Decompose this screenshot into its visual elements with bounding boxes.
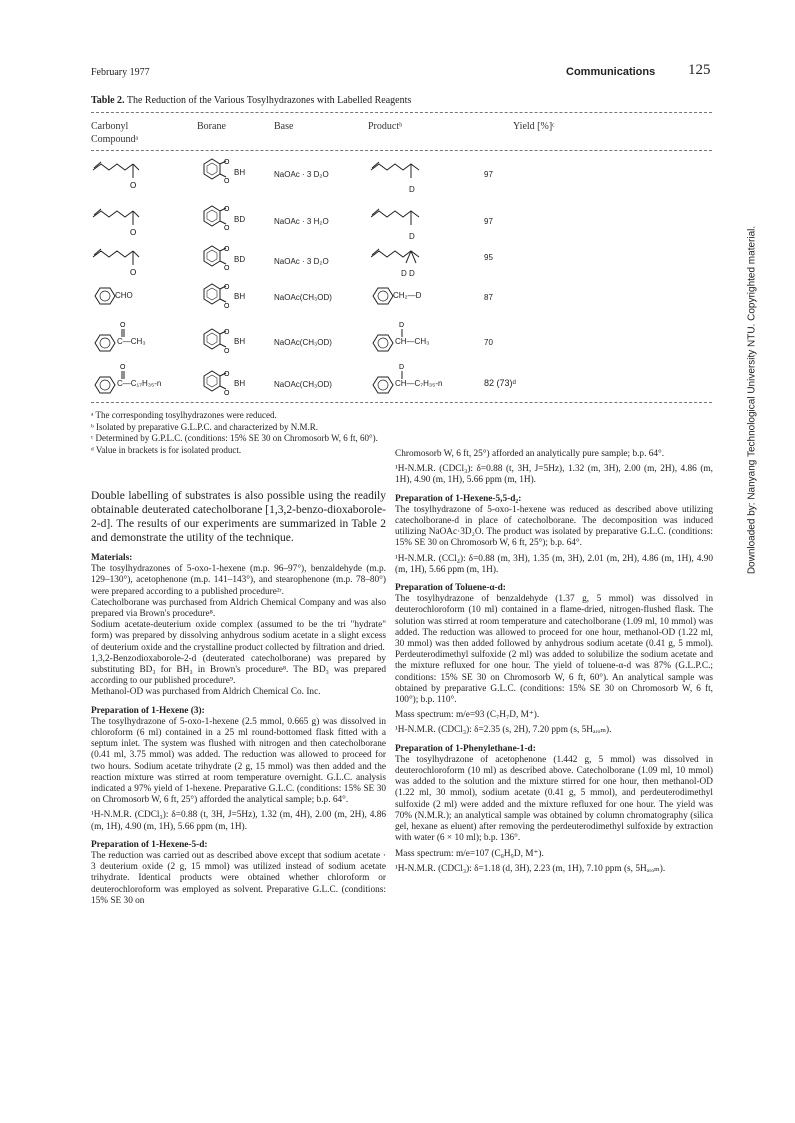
footnote-c: ᶜ Determined by G.P.L.C. (conditions: 15% SE 30 on Chromosorb W, 6 ft, 60°). <box>91 433 378 443</box>
yield-cell: 70 <box>484 338 493 347</box>
catecholborane-structure <box>198 158 238 188</box>
carbonyl-label: CHO <box>115 291 133 300</box>
right-column <box>395 449 713 875</box>
svg-text:D: D <box>399 322 405 329</box>
product-label: D <box>409 232 415 241</box>
borane-label: BH <box>234 337 246 346</box>
paragraph: The tosylhydrazone of acetophenone (1.442 g, 5 mmol) was dissolved in deuterochloroform (10 ml) as described above. Catecholborane (1.09 ml, 10 mmol) was added to the solution and the mixture stirred for one hour, then methanol-OD (1.22 ml, 30 mmol), sodium acetate (0.41 g, 5 mmol), and perdeuterodimethyl sulfoxide (2 ml) were added and the mixture refluxed for one hour. The yield was 70% (N.M.R.); an analytical sample was obtained by column chromatography (silica gel, hexane as eluent) after removing the perdeuterodimethyl sulfoxide by extraction with water (6 × 10 ml); b.p. 136°. <box>395 754 713 844</box>
table-top-rule <box>91 112 712 113</box>
download-notice: Downloaded by: Nanyang Technological University NTU. Copyrighted material. <box>746 225 758 575</box>
section-heading: Preparation of 1-Hexene (3): <box>91 705 205 716</box>
catecholborane-structure <box>198 283 238 313</box>
product-label: D <box>409 185 415 194</box>
benzene-ring-icon <box>369 332 397 356</box>
paragraph: Chromosorb W, 6 ft, 25°) afforded an analytically pure sample; b.p. 64°. <box>395 449 665 459</box>
running-header-date: February 1977 <box>91 67 150 78</box>
paragraph: Methanol-OD was purchased from Aldrich Chemical Co. Inc. <box>91 687 321 698</box>
yield-cell: 97 <box>484 217 493 226</box>
col-header-product: Productᵇ <box>368 121 403 132</box>
base-cell: NaOAc(CH₃OD) <box>274 380 332 389</box>
product-structure <box>369 245 429 281</box>
borane-label: BH <box>234 379 246 388</box>
borane-label: BD <box>234 215 246 224</box>
catecholborane-structure <box>198 245 238 275</box>
catecholborane-structure <box>198 205 238 235</box>
svg-text:O: O <box>120 322 126 329</box>
section-heading: Preparation of 1-Phenylethane-1-d: <box>395 743 536 754</box>
svg-text:O: O <box>224 159 230 166</box>
svg-text:O: O <box>224 329 230 336</box>
svg-text:O: O <box>224 284 230 291</box>
base-cell: NaOAc · 3 D₂O <box>274 170 329 179</box>
intro-paragraph: Double labelling of substrates is also possible using the readily obtainable deuterated catecholborane [1,3,2-benzo-dioxaborole-2-d]. The results of our experiments are summarized in Table 2 and demonstrate the utility of the technique. <box>91 490 386 544</box>
svg-text:O: O <box>224 225 230 232</box>
table-caption: The Reduction of the Various Tosylhydrazones with Labelled Reagents <box>126 95 412 106</box>
svg-text:O: O <box>224 390 230 397</box>
borane-label: BH <box>234 168 246 177</box>
base-cell: NaOAc(CH₃OD) <box>274 293 332 302</box>
carbonyl-label: C—CH₃ <box>117 337 146 346</box>
data-line: ¹H-N.M.R. (CCl₄): δ=0.88 (m, 3H), 1.35 (m, 3H), 2.01 (m, 2H), 4.86 (m, 1H), 4.90 (m, 1H), 5.66 ppm (m, 1H). <box>395 553 713 575</box>
carbonyl-label: C—C₁₇H₃₅-n <box>117 379 162 388</box>
yield-cell: 97 <box>484 170 493 179</box>
footnote-a: ᵃ The corresponding tosylhydrazones were reduced. <box>91 410 277 420</box>
product-label: CH—C₇H₃₅-n <box>395 379 443 388</box>
paragraph: The tosylhydrazones of 5-oxo-1-hexene (m.p. 96–97°), benzaldehyde (m.p. 129–130°), acetophenone (m.p. 141–143°), and stearophenone (m.p. 78–80°) were prepared according to a published procedure²ʳ. <box>91 564 386 597</box>
svg-text:O: O <box>224 265 230 272</box>
svg-text:D: D <box>399 364 405 371</box>
svg-text:O: O <box>224 303 230 310</box>
running-header-section: Communications <box>566 66 656 78</box>
col-header-borane: Borane <box>197 121 226 132</box>
left-column <box>91 489 386 907</box>
table-header-rule <box>91 150 712 151</box>
yield-cell: 87 <box>484 293 493 302</box>
svg-text:O: O <box>130 181 137 190</box>
data-line: ¹H-N.M.R. (CDCl₃): δ=0.88 (t, 3H, J=5Hz), 1.32 (m, 3H), 2.00 (m, 2H), 4.86 (m, 1H), 4.90 (m, 1H), 5.66 ppm (m, 1H). <box>395 464 713 486</box>
benzene-ring-icon <box>369 374 397 398</box>
svg-text:O: O <box>120 364 126 371</box>
paragraph: Catecholborane was purchased from Aldrich Chemical Company and was also prepared via Brown's procedure⁸. <box>91 597 386 620</box>
data-line: ¹H-N.M.R. (CDCl₃): δ=0.88 (t, 3H, J=5Hz), 1.32 (m, 4H), 2.00 (m, 2H), 4.86 (m, 1H), 4.90 (m, 1H), 5.66 ppm (m, 1H). <box>91 810 386 832</box>
footnote-d: ᵈ Value in brackets is for isolated product. <box>91 444 242 455</box>
table-label: Table 2. <box>91 95 125 106</box>
paragraph: Sodium acetate-deuterium oxide complex (assumed to be the tri "hydrate" form) was prepared by dissolving anhydrous sodium acetate in a slight excess of deuterium oxide and the crystalline product collected by filtration and dried. <box>91 620 386 653</box>
svg-text:O: O <box>224 206 230 213</box>
data-line: ¹H-N.M.R. (CDCl₃): δ=2.35 (s, 2H), 7.20 ppm (s, 5Hₐᵣₒₘ). <box>395 725 612 736</box>
product-structure <box>369 158 429 194</box>
page-number: 125 <box>688 62 711 78</box>
paragraph: The reduction was carried out as described above except that sodium acetate · 3 deuterium oxide (2 g, 15 mmol) was utilized instead of sodium acetate trihydrate. Identical products were obtained whether chloroform or deuterochloroform was employed as solvent. Preparative G.L.C. (conditions: 15% SE 30 on <box>91 851 386 906</box>
col-header-carbonyl <box>91 120 138 146</box>
paragraph: The tosylhydrazone of 5-oxo-1-hexene (2.5 mmol, 0.665 g) was dissolved in chloroform (6 ml) contained in a 25 ml round-bottomed flask fitted with a septum inlet. The system was flushed with nitrogen and then catecholborane (0.41 ml, 3.75 mmol) was added. The reduction was allowed to proceed for two hours. Sodium acetate trihydrate (2 g, 15 mmol) was then added and the reaction mixture was stirred at room temperature overnight. G.L.C. analysis indicated a 97% yield of 1-hexene. Preparative G.L.C. (conditions: 15% SE 30 on Chromosorb W, 6 ft, 25°) afforded the analytical sample; b.p. 64°. <box>91 716 386 806</box>
product-label: CH—CH₃ <box>395 337 430 346</box>
base-cell: NaOAc · 3 D₂O <box>274 257 329 266</box>
svg-text:O: O <box>130 268 137 277</box>
yield-cell: 82 (73)ᵈ <box>484 378 516 388</box>
svg-text:O: O <box>224 246 230 253</box>
yield-cell: 95 <box>484 253 493 262</box>
borane-label: BH <box>234 292 246 301</box>
catecholborane-structure <box>198 328 238 358</box>
svg-text:O: O <box>224 178 230 185</box>
base-cell: NaOAc(CH₃OD) <box>274 338 332 347</box>
section-heading: Materials: <box>91 553 133 563</box>
hexenone-structure <box>91 245 151 281</box>
col-header-yield: Yield [%]ᶜ <box>513 121 555 132</box>
catecholborane-structure <box>198 370 238 400</box>
base-cell: NaOAc · 3 H₂O <box>274 217 329 226</box>
section-heading: Preparation of 1-Hexene-5-d: <box>91 839 208 850</box>
product-label: CH₂—D <box>393 291 422 300</box>
data-line: Mass spectrum: m/e=93 (C₇H₇D, M⁺). <box>395 710 540 721</box>
product-structure <box>369 205 429 241</box>
data-line: ¹H-N.M.R. (CDCl₃): δ=1.18 (d, 3H), 2.23 (m, 1H), 7.10 ppm (s, 5Hₐᵣₒₘ). <box>395 863 666 874</box>
col-header-carbonyl-line2: Compoundᵃ <box>91 134 139 145</box>
svg-text:O: O <box>224 348 230 355</box>
col-header-base: Base <box>274 121 294 132</box>
paragraph: The tosylhydrazone of 5-oxo-1-hexene was reduced as described above utilizing catecholborane-d in place of catecholborane. The decomposition was induced utilizing NaOAc·3D₂O. The product was isolated by preparative G.L.C. (conditions: 15% SE 30 on Chromosorb W, 6 ft, 25°); b.p. 64°. <box>395 504 713 549</box>
svg-text:O: O <box>130 228 137 237</box>
paragraph: The tosylhydrazone of benzaldehyde (1.37 g, 5 mmol) was dissolved in deuterochloroform (10 ml) contained in a flame-dried, nitrogen-flushed flask. The solution was stirred at room temperature and catecholborane (1.09 ml, 10 mmol) was added. The reduction was allowed to proceed for one hour, methanol-OD (1.22 ml, 30 mmol) was then added followed by anhydrous sodium acetate (0.41 g, 5 mmol). Perdeuterodimethyl sulfoxide (2 ml) was added to solubilize the sodium acetate and the mixture refluxed for one hour. The yield of toluene-α-d was 87% (G.L.P.C.; conditions: 15% SE 30 on Chromosorb W, 6 ft, 60°). An analytical sample was obtained by preparative G.L.C. (conditions: 15% SE 30 on Chromosorb W, 6 ft, 100°); b.p. 110°. <box>395 594 713 706</box>
data-line: Mass spectrum: m/e=107 (C₈H₉D, M⁺). <box>395 848 544 859</box>
hexenone-structure <box>91 205 151 241</box>
svg-text:O: O <box>224 371 230 378</box>
table-title <box>91 95 411 106</box>
section-heading: Preparation of Toluene-α-d: <box>395 583 506 594</box>
table-bottom-rule <box>91 402 712 403</box>
product-label: D D <box>401 269 415 278</box>
paragraph: 1,3,2-Benzodioxaborole-2-d (deuterated catecholborane) was prepared by substituting BD₃ for BH₃ in Brown's procedure⁸. The BD₃ was prepared according to our published procedure⁹. <box>91 653 386 687</box>
hexenone-structure <box>91 158 151 194</box>
section-heading: Preparation of 1-Hexene-5,5-d₂: <box>395 493 522 504</box>
footnote-b: ᵇ Isolated by preparative G.L.P.C. and characterized by N.M.R. <box>91 421 318 432</box>
borane-label: BD <box>234 255 246 264</box>
col-header-carbonyl-line1: Carbonyl <box>91 121 129 132</box>
